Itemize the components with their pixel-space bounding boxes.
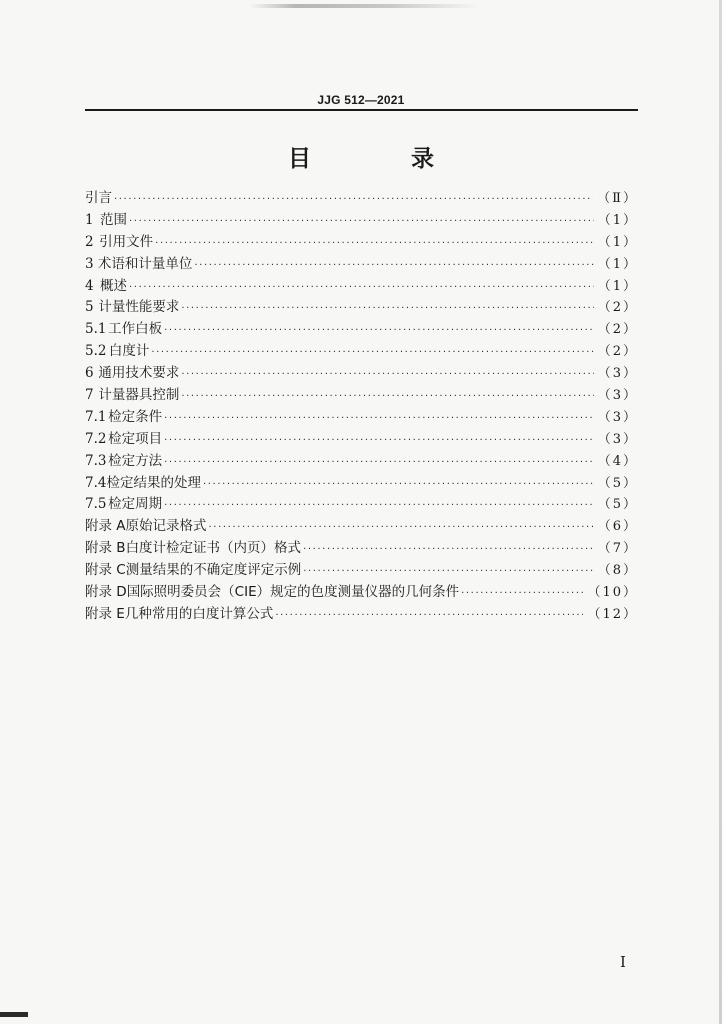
scan-artifact-left — [0, 1012, 28, 1017]
toc-entry-number: 5 — [85, 299, 94, 316]
toc-entry-appendix-d[interactable] — [85, 580, 638, 602]
toc-entry-7-3[interactable] — [85, 449, 638, 471]
toc-entry-4[interactable] — [85, 274, 638, 296]
toc-entry-label: 引用文件 — [99, 233, 154, 250]
toc-entry-page: （8） — [597, 563, 638, 579]
toc-entry-number: 附录 C — [85, 562, 126, 579]
toc-entry-page: （3） — [597, 409, 638, 425]
toc-entry-page: （1） — [597, 234, 638, 250]
toc-leader-dots — [181, 303, 593, 314]
toc-entry-label: 白度计检定证书（内页）格式 — [125, 540, 302, 557]
toc-entry-page: （3） — [597, 366, 638, 382]
toc-entry-number: 4 — [85, 277, 94, 294]
toc-entry-page: （2） — [597, 344, 638, 360]
toc-leader-dots — [275, 610, 583, 621]
toc-entry-7-2[interactable] — [85, 427, 638, 449]
toc-leader-dots — [129, 216, 594, 227]
toc-entry-label: 国际照明委员会（CIE）规定的色度测量仪器的几何条件 — [126, 584, 460, 601]
toc-entry-label: 引言 — [85, 190, 112, 206]
toc-leader-dots — [461, 588, 583, 599]
toc-leader-dots — [114, 194, 593, 205]
toc-entry-number: 5.1 — [85, 321, 107, 338]
toc-entry-appendix-e[interactable] — [85, 602, 638, 624]
toc-entry-number: 7.4 — [85, 474, 107, 491]
toc-entry-appendix-c[interactable] — [85, 558, 638, 580]
toc-entry-page: （1） — [597, 256, 638, 272]
toc-entry-page: （1） — [597, 278, 638, 294]
toc-entry-label: 计量器具控制 — [98, 387, 180, 404]
toc-entry-label: 概述 — [100, 277, 128, 294]
toc-entry-page: （10） — [587, 585, 638, 601]
header-rule — [85, 109, 638, 111]
toc-entry-number: 7.5 — [85, 496, 107, 513]
toc-entry-appendix-b[interactable] — [85, 536, 638, 558]
page-title: 目 录 — [287, 146, 480, 172]
toc-entry-page: （2） — [597, 300, 638, 316]
toc-entry-label: 检定结果的处理 — [106, 474, 201, 491]
toc-entry-2[interactable] — [85, 230, 638, 252]
toc-leader-dots — [155, 238, 594, 249]
toc-entry-6[interactable] — [85, 361, 638, 383]
page-number: I — [620, 953, 626, 971]
toc-leader-dots — [203, 479, 594, 490]
toc-entry-label: 几种常用的白度计算公式 — [124, 605, 274, 622]
toc-entry-7[interactable] — [85, 383, 638, 405]
toc-entry-label: 检定周期 — [108, 496, 163, 513]
toc-entry-number: 附录 E — [85, 605, 125, 622]
toc-entry-label: 范围 — [100, 211, 128, 228]
toc-leader-dots — [303, 566, 594, 577]
toc-entry-number: 5.2 — [85, 343, 107, 360]
toc-entry-page: （12） — [587, 606, 638, 622]
toc-entry-number: 7 — [85, 387, 94, 404]
toc-entry-preface[interactable] — [85, 186, 638, 208]
toc-entry-label: 术语和计量单位 — [97, 255, 193, 272]
toc-entry-7-5[interactable] — [85, 492, 638, 514]
toc-entry-number: 2 — [85, 233, 94, 250]
toc-entry-page: （3） — [597, 431, 638, 447]
toc-entry-number: 附录 A — [85, 518, 126, 535]
toc-entry-label: 白度计 — [108, 343, 150, 360]
toc-entry-number: 附录 D — [85, 584, 127, 601]
toc-entry-page: （1） — [597, 212, 638, 228]
toc-entry-label: 计量性能要求 — [98, 299, 180, 316]
toc-entry-page: （Ⅱ） — [597, 191, 638, 206]
toc-leader-dots — [181, 391, 593, 402]
toc-entry-page: （5） — [597, 497, 638, 513]
toc-entry-number: 7.1 — [85, 408, 107, 425]
toc-entry-label: 工作白板 — [108, 321, 163, 338]
toc-entry-page: （5） — [597, 475, 638, 491]
toc-leader-dots — [129, 282, 594, 293]
table-of-contents — [85, 186, 638, 624]
toc-entry-label: 检定条件 — [108, 408, 163, 425]
toc-entry-page: （4） — [597, 453, 638, 469]
toc-leader-dots — [181, 369, 593, 380]
toc-entry-number: 3 — [85, 255, 94, 272]
toc-entry-7-1[interactable] — [85, 405, 638, 427]
toc-leader-dots — [209, 522, 594, 533]
toc-entry-number: 6 — [85, 365, 94, 382]
toc-entry-appendix-a[interactable] — [85, 514, 638, 536]
toc-entry-label: 检定项目 — [108, 430, 163, 447]
toc-leader-dots — [151, 347, 593, 358]
toc-leader-dots — [164, 413, 594, 424]
toc-entry-page: （2） — [597, 322, 638, 338]
toc-entry-number: 附录 B — [85, 540, 126, 557]
toc-entry-7-4[interactable] — [85, 471, 638, 493]
toc-entry-5-2[interactable] — [85, 339, 638, 361]
toc-entry-number: 7.2 — [85, 430, 107, 447]
toc-leader-dots — [164, 435, 594, 446]
toc-entry-label: 测量结果的不确定度评定示例 — [125, 562, 302, 579]
toc-entry-3[interactable] — [85, 252, 638, 274]
toc-entry-label: 检定方法 — [108, 452, 163, 469]
toc-entry-page: （7） — [597, 541, 638, 557]
toc-entry-5[interactable] — [85, 295, 638, 317]
toc-leader-dots — [164, 500, 594, 511]
toc-entry-5-1[interactable] — [85, 317, 638, 339]
scan-artifact-top — [250, 4, 480, 8]
toc-entry-number: 7.3 — [85, 452, 107, 469]
toc-entry-page: （6） — [597, 519, 638, 535]
toc-entry-label: 通用技术要求 — [98, 365, 180, 382]
toc-entry-page: （3） — [597, 388, 638, 404]
toc-entry-label: 原始记录格式 — [125, 518, 207, 535]
toc-leader-dots — [194, 260, 593, 271]
toc-leader-dots — [164, 325, 594, 336]
toc-entry-number: 1 — [85, 211, 94, 228]
toc-entry-1[interactable] — [85, 208, 638, 230]
toc-leader-dots — [164, 457, 594, 468]
toc-leader-dots — [303, 544, 594, 555]
document-code: JJG 512—2021 — [317, 93, 405, 107]
